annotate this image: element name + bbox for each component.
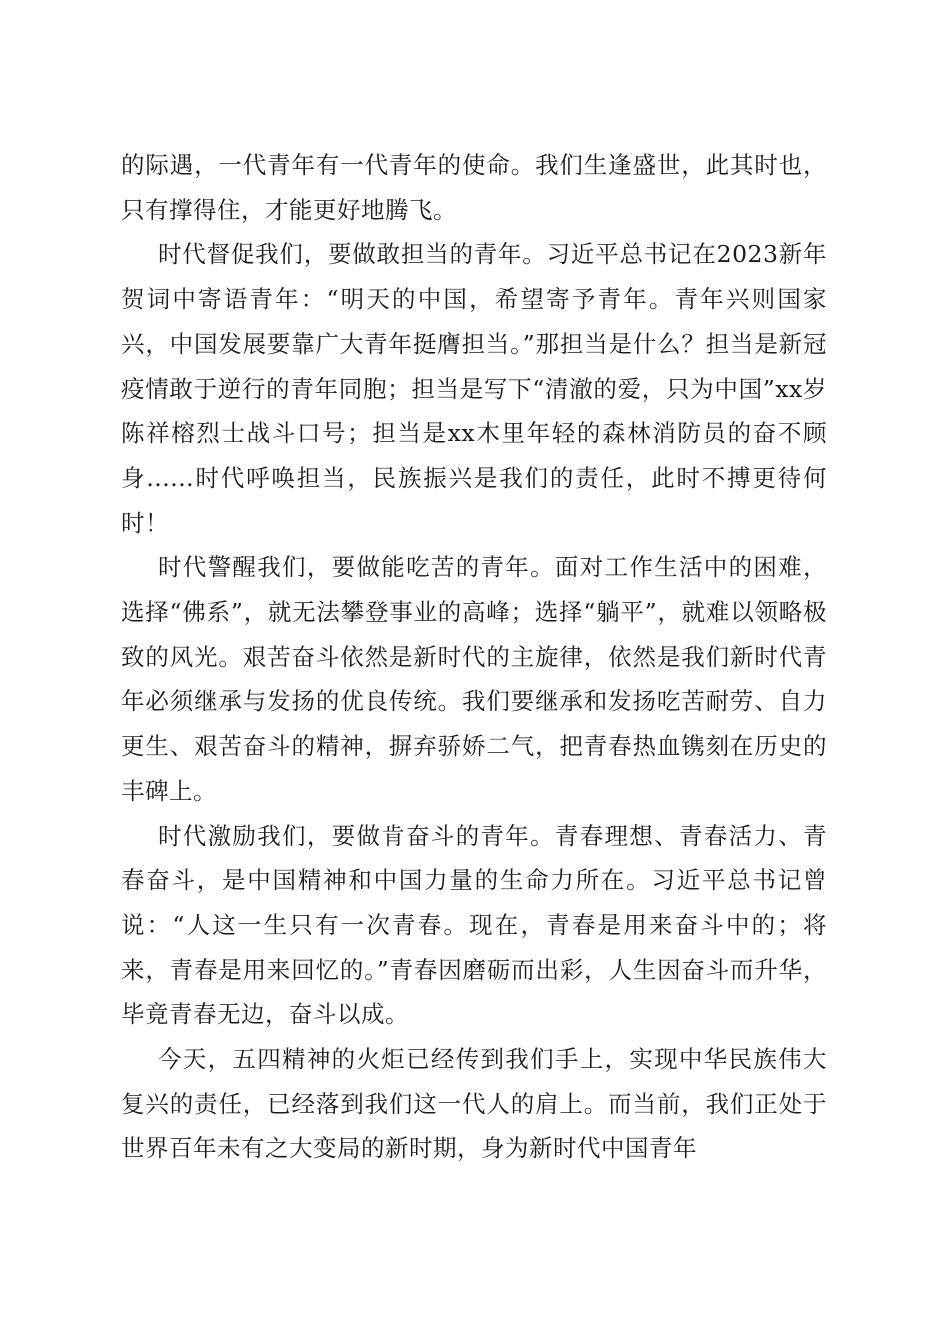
paragraph-2: 时代督促我们，要做敢担当的青年。习近平总书记在2023新年贺词中寄语青年：“明天的中国，希望寄予青年。青年兴则国家兴，中国发展要靠广大青年挺膺担当。”那担当是什么？担当是新冠疫情敢于逆行的青年同胞；担当是写下“清澈的爱，只为中国”xx岁陈祥榕烈士战斗口号；担当是xx木里年轻的森林消防员的奋不顾身......时代呼唤担当，民族振兴是我们的责任，此时不搏更待何时！ bbox=[121, 240, 827, 537]
paragraph-4: 时代激励我们，要做肯奋斗的青年。青春理想、青春活力、青春奋斗，是中国精神和中国力量的生命力所在。习近平总书记曾说：“人这一生只有一次青春。现在，青春是用来奋斗中的；将来，青春是用来回忆的。”青春因磨砺而出彩，人生因奋斗而升华，毕竟青春无边，奋斗以成。 bbox=[121, 821, 827, 1029]
document-body bbox=[121, 143, 827, 1171]
paragraph-5: 今天，五四精神的火炬已经传到我们手上，实现中华民族伟大复兴的责任，已经落到我们这一代人的肩上。而当前，我们正处于世界百年未有之大变局的新时期，身为新时代中国青年 bbox=[121, 1045, 827, 1163]
paragraph-3: 时代警醒我们，要做能吃苦的青年。面对工作生活中的困难，选择“佛系”，就无法攀登事业的高峰；选择“躺平”，就难以领略极致的风光。艰苦奋斗依然是新时代的主旋律，依然是我们新时代青年必须继承与发扬的优良传统。我们要继承和发扬吃苦耐劳、自力更生、艰苦奋斗的精神，摒弃骄娇二气，把青春热血镌刻在历史的丰碑上。 bbox=[121, 553, 827, 805]
paragraph-1: 的际遇，一代青年有一代青年的使命。我们生逢盛世，此其时也，只有撑得住，才能更好地腾飞。 bbox=[121, 151, 827, 224]
